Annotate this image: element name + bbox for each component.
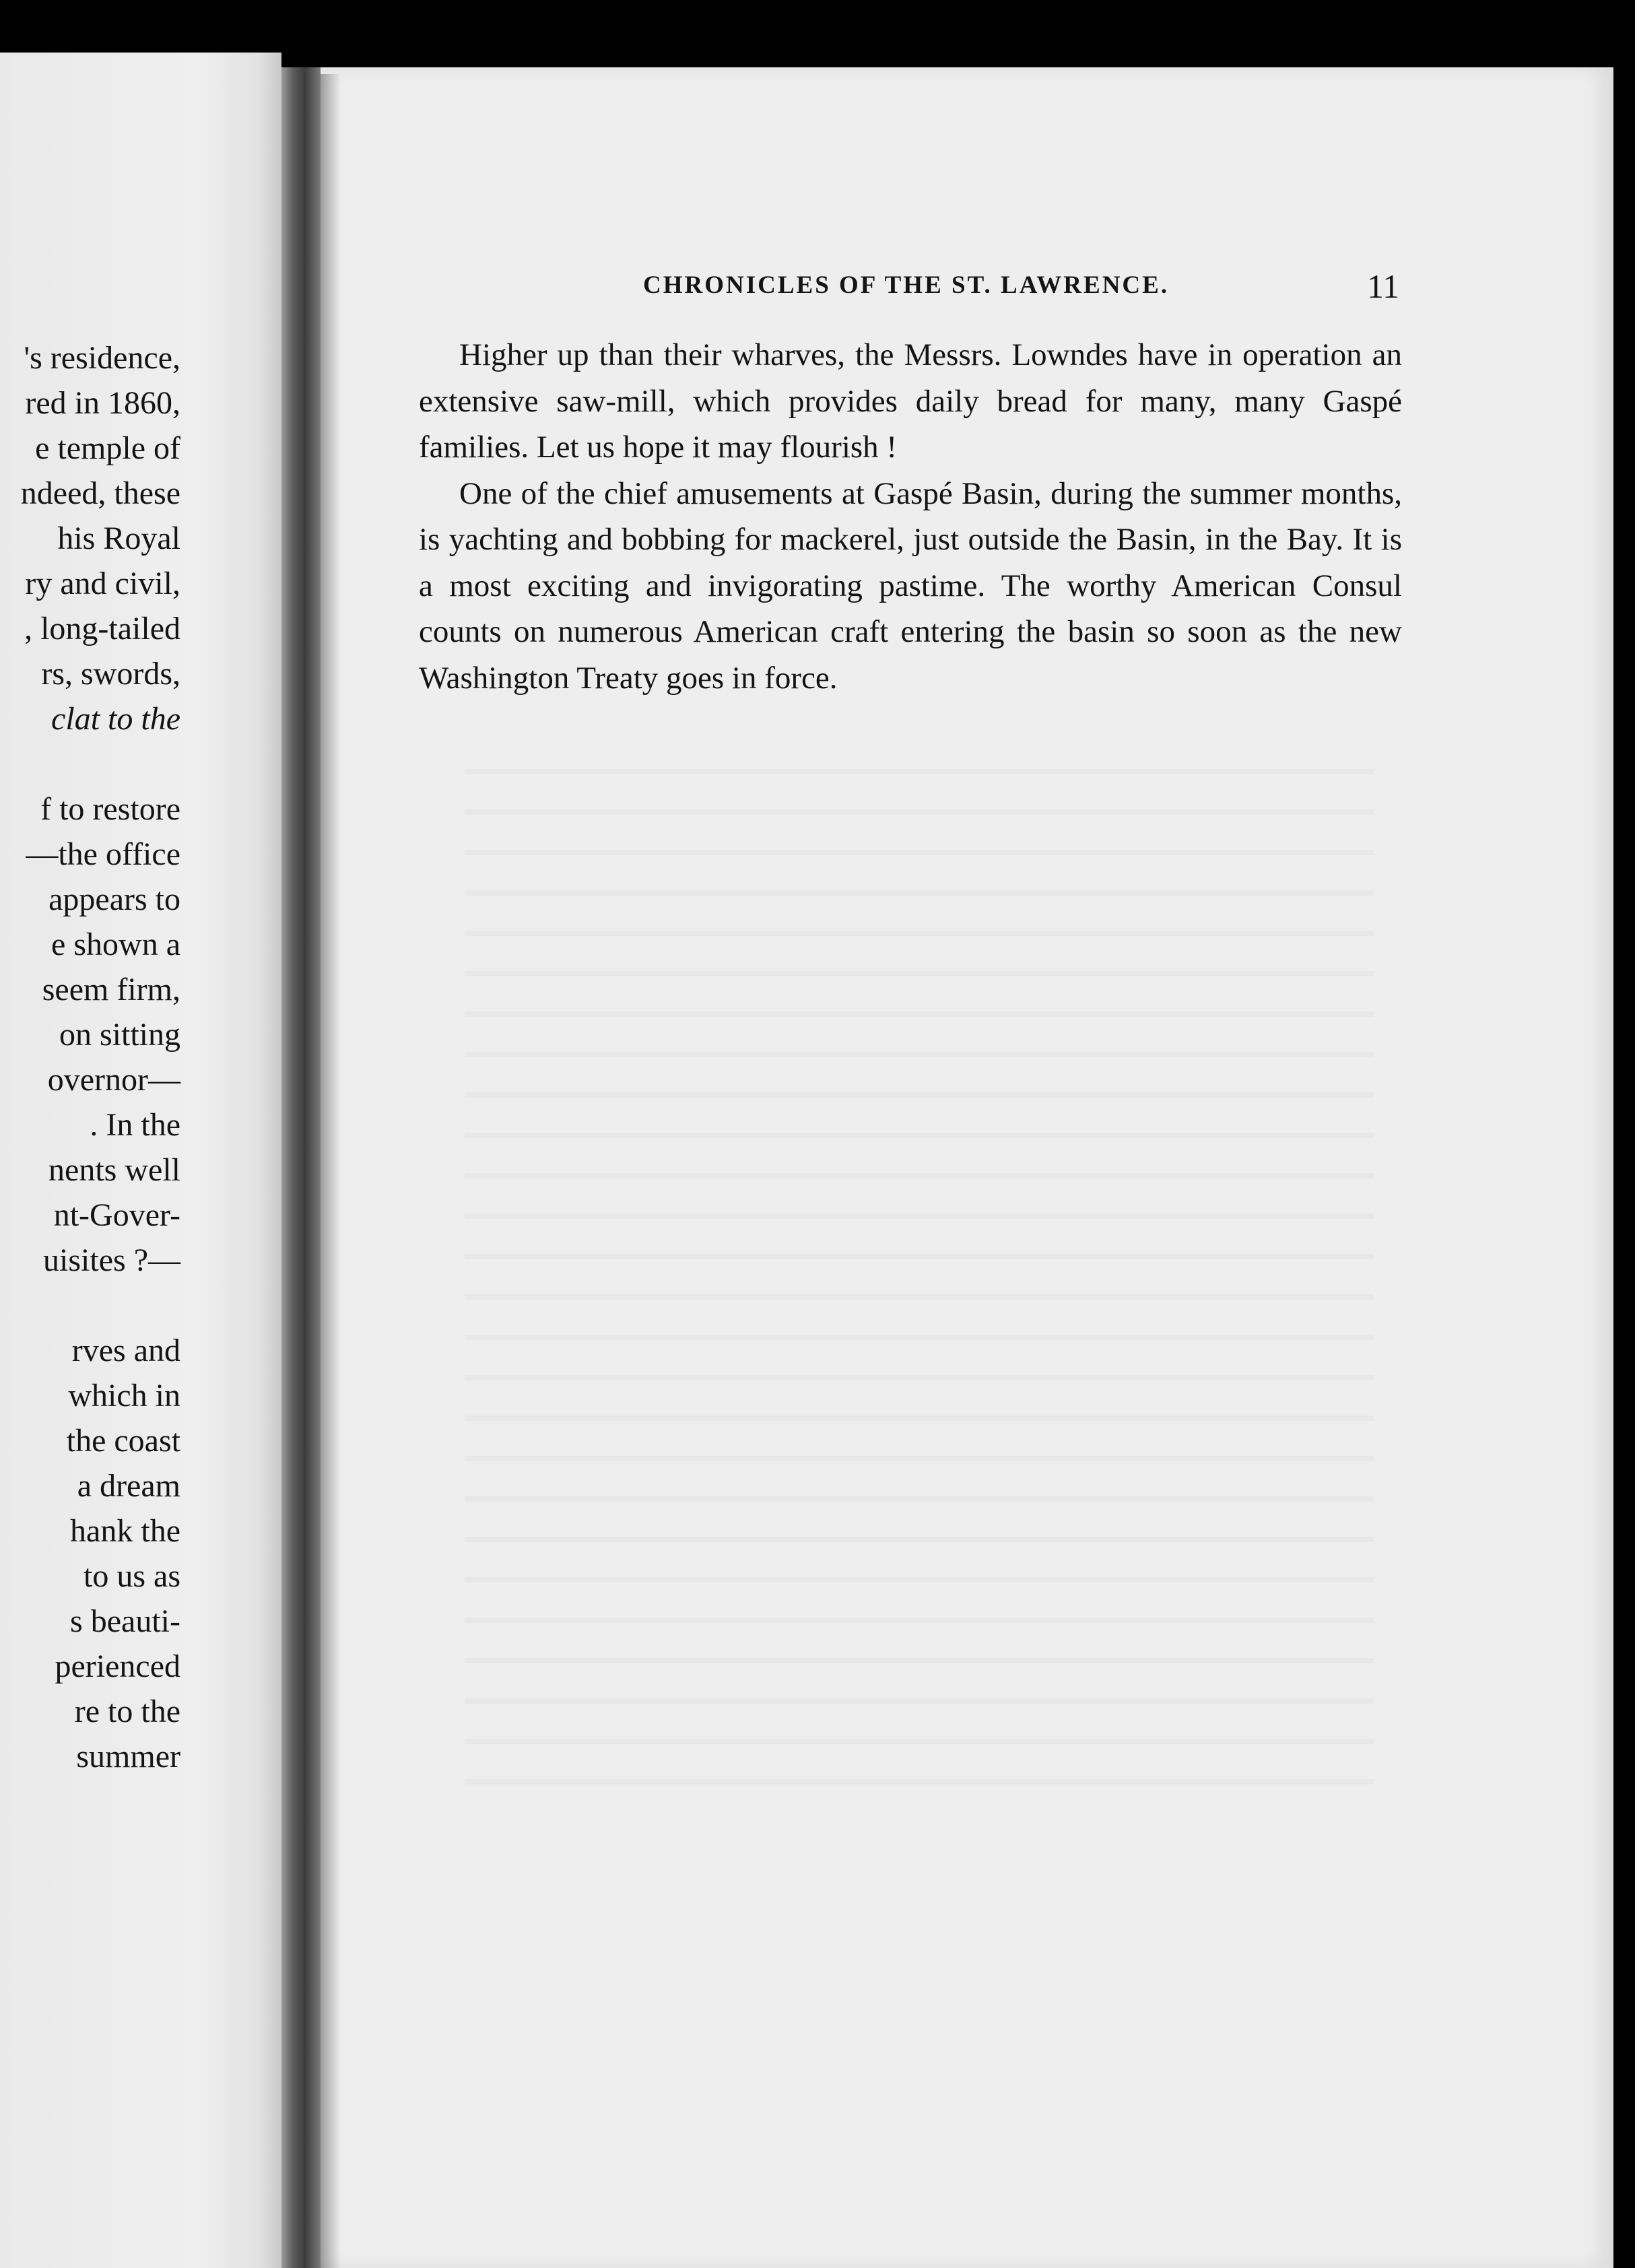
facing-line: perienced (55, 1648, 180, 1684)
facing-line: clat to the (51, 701, 180, 737)
facing-line: a dream (77, 1468, 180, 1504)
facing-line: s beauti- (70, 1603, 180, 1639)
facing-line: nt-Gover- (53, 1197, 180, 1233)
facing-line: summer (76, 1739, 180, 1774)
facing-line: . In the (90, 1107, 180, 1143)
facing-line: on sitting (59, 1017, 180, 1053)
gutter-shadow (321, 74, 341, 2268)
facing-line: —the office (26, 836, 180, 872)
book-gutter (281, 67, 321, 2268)
facing-gap (0, 1283, 180, 1328)
page-number: 11 (1367, 267, 1400, 305)
facing-line: hank the (70, 1513, 180, 1549)
facing-line: seem firm, (42, 972, 180, 1007)
facing-line: ndeed, these (20, 475, 180, 511)
facing-line: re to the (74, 1694, 180, 1729)
facing-line: rves and (71, 1333, 180, 1368)
facing-line: e shown a (51, 927, 180, 962)
facing-line: f to restore (40, 791, 180, 827)
paragraph: Higher up than their wharves, the Messrs. Lowndes have in operation an extensive saw-mill, which provides daily bread for many, many Gaspé families. Let us hope it may flourish ! (419, 337, 1402, 465)
facing-line: rs, swords, (41, 656, 180, 692)
page-body (419, 332, 1402, 701)
facing-line: to us as (84, 1558, 180, 1594)
facing-line: overnor— (47, 1062, 180, 1098)
facing-line: ry and civil, (25, 566, 180, 601)
facing-line: e temple of (35, 430, 180, 466)
facing-line: , long-tailed (24, 611, 180, 646)
facing-line: the coast (66, 1423, 180, 1459)
facing-gap (0, 741, 180, 787)
facing-line: which in (68, 1378, 180, 1413)
facing-line: uisites ?— (43, 1242, 180, 1278)
facing-page-fragment (0, 53, 281, 2268)
facing-line: 's residence, (24, 340, 180, 376)
facing-line: his Royal (57, 521, 180, 556)
facing-line: nents well (48, 1152, 180, 1188)
paragraph: One of the chief amusements at Gaspé Basin, during the summer months, is yachting and bobbing for mackerel, just outside the Basin, in the Bay. It is a most exciting and invigorating pastime. The worthy American Consul counts on numerous American craft entering the basin so soon as the new Washington Treaty goes in force. (419, 475, 1402, 696)
facing-line: appears to (48, 881, 180, 917)
running-head: CHRONICLES OF THE ST. LAWRENCE. (643, 271, 1170, 299)
facing-page-text (0, 335, 180, 1779)
facing-line: red in 1860, (25, 385, 180, 421)
